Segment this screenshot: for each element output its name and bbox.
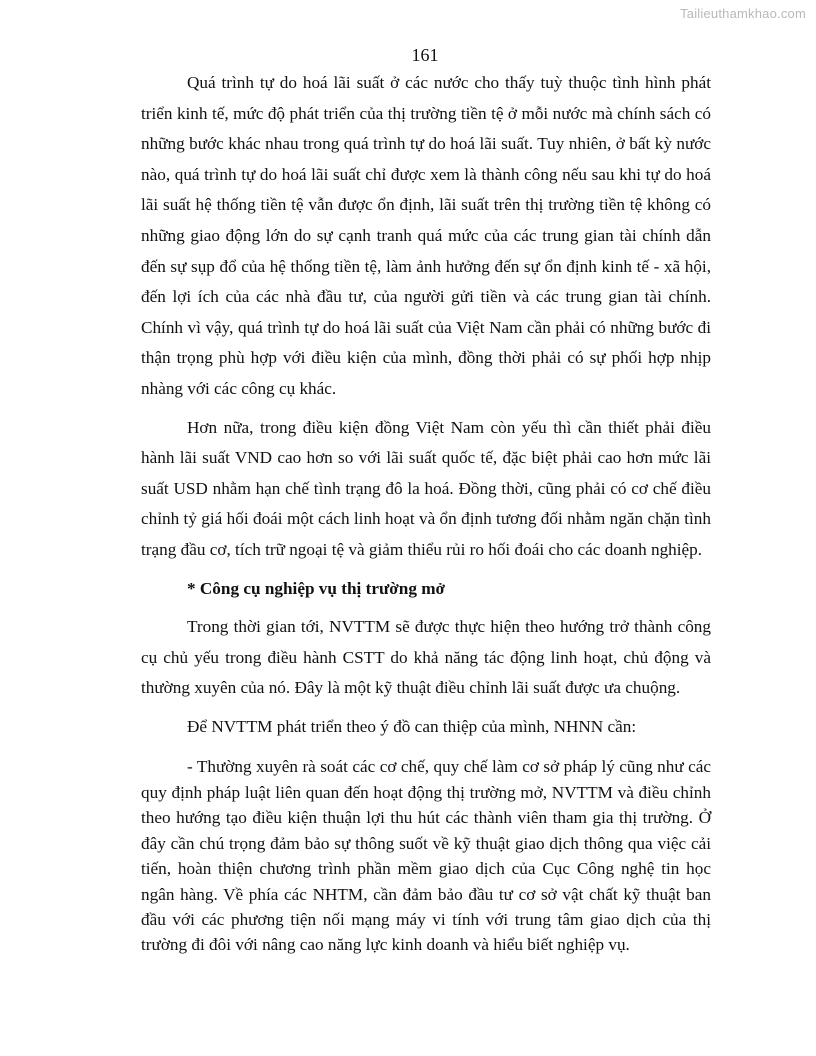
paragraph-nhnn-intro: Để NVTTM phát triển theo ý đồ can thiệp của mình, NHNN cần:: [187, 716, 637, 736]
paragraph-bullet-review: - Thường xuyên rà soát các cơ chế, quy chế làm cơ sở pháp lý cũng như các quy định pháp luật liên quan đến hoạt động thị trường mở, NVTTM và điều chỉnh theo hướng tạo điều kiện thuận lợi thu hút các thành viên tham gia thị trường. Ở đây cần chú trọng đảm bảo sự thông suốt về kỹ thuật giao dịch thông qua việc cải tiến, hoàn thiện chương trình phần mềm giao dịch của Cục Công nghệ tin học ngân hàng. Về phía các NHTM, cần đảm bảo đầu tư cơ sở vật chất kỹ thuật ban đầu với các phương tiện nối mạng máy vi tính với trung tâm giao dịch của thị trường đi đôi với nâng cao năng lực kinh doanh và hiểu biết nghiệp vụ.: [141, 757, 711, 955]
paragraph-exchange-rate: Hơn nữa, trong điều kiện đồng Việt Nam còn yếu thì cần thiết phải điều hành lãi suất VND cao hơn so với lãi suất quốc tế, đặc biệt phải cao hơn mức lãi suất USD nhằm hạn chế tình trạng đô la hoá. Đồng thời, cũng phải có cơ chế điều chỉnh tỷ giá hối đoái một cách linh hoạt và ổn định tương đối nhằm ngăn chặn tình trạng đầu cơ, tích trữ ngoại tệ và giảm thiểu rủi ro hối đoái cho các doanh nghiệp.: [141, 417, 711, 559]
section-heading: * Công cụ nghiệp vụ thị trường mở: [187, 578, 446, 598]
paragraph-open-market: Trong thời gian tới, NVTTM sẽ được thực hiện theo hướng trở thành công cụ chủ yếu trong điều hành CSTT do khả năng tác động linh hoạt, chủ động và thường xuyên của nó. Đây là một kỹ thuật điều chỉnh lãi suất được ưa chuộng.: [141, 617, 711, 698]
body-text: [141, 68, 711, 958]
watermark: Tailieuthamkhao.com: [680, 6, 806, 21]
page-number: 161: [411, 45, 439, 65]
paragraph-interest-liberalization: Quá trình tự do hoá lãi suất ở các nước cho thấy tuỳ thuộc tình hình phát triển kinh tế, mức độ phát triển của thị trường tiền tệ ở mỗi nước mà chính sách có những bước khác nhau trong quá trình tự do hoá lãi suất. Tuy nhiên, ở bất kỳ nước nào, quá trình tự do hoá lãi suất chỉ được xem là thành công nếu sau khi tự do hoá lãi suất hệ thống tiền tệ vẫn được ổn định, lãi suất trên thị trường tiền tệ không có những giao động lớn do sự cạnh tranh quá mức của các trung gian tài chính dẫn đến sự sụp đổ của hệ thống tiền tệ, làm ảnh hưởng đến sự ổn định kinh tế - xã hội, đến lợi ích của các nhà đầu tư, của người gửi tiền và các trung gian tài chính. Chính vì vậy, quá trình tự do hoá lãi suất của Việt Nam cần phải có những bước đi thận trọng phù hợp với điều kiện của mình, đồng thời phải có sự phối hợp nhịp nhàng với các công cụ khác.: [141, 73, 711, 398]
